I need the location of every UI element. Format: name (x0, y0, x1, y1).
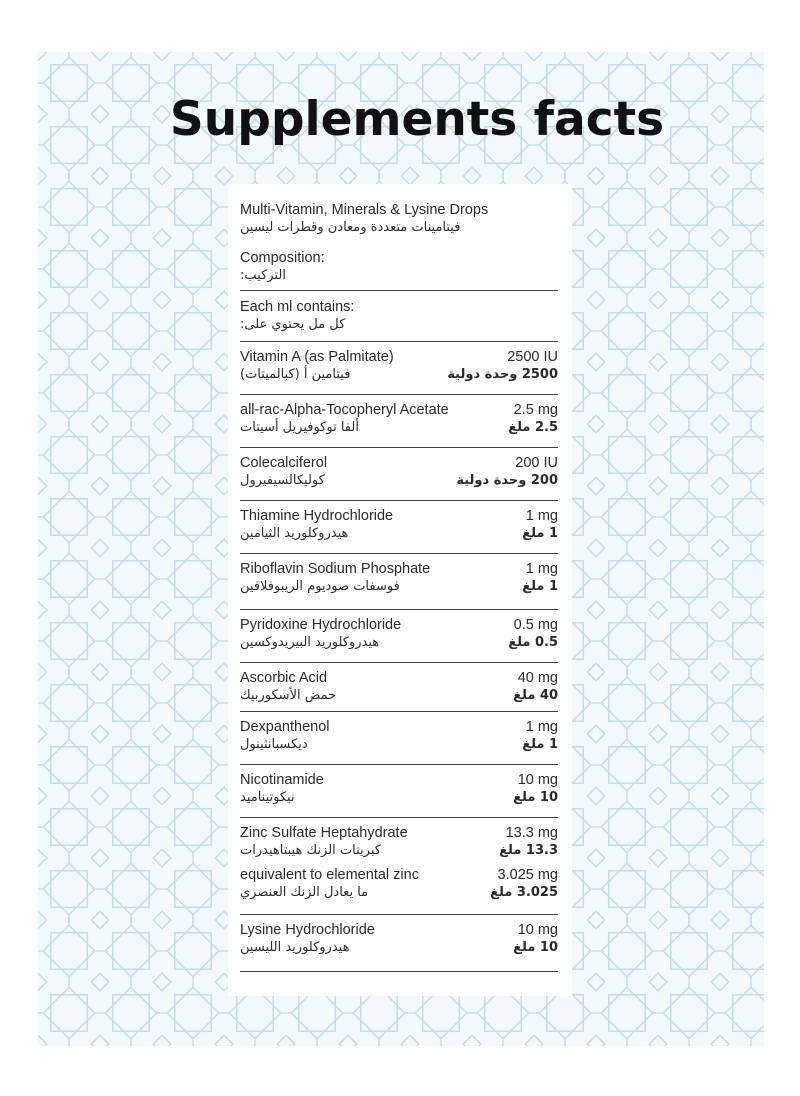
ingredient-row (240, 501, 558, 554)
ingredient-name-ar: ألفا توكوفيريل أسيتات (240, 420, 359, 435)
each-ml-label-en: Each ml contains: (240, 299, 355, 315)
ingredient-amount-en: 2500 IU (507, 349, 558, 365)
ingredient-en-line (240, 921, 558, 939)
ingredient-amount-ar: 1 ملغ (522, 737, 558, 752)
ingredient-en-line (240, 401, 558, 419)
ingredient-name-ar: حمض الأسكوربيك (240, 688, 337, 703)
ingredient-name-en: Colecalciferol (240, 455, 328, 471)
ingredient-amount-en: 40 mg (517, 670, 558, 686)
ingredient-ar-line (240, 789, 558, 807)
ingredient-row (240, 712, 558, 765)
ingredient-en-line (240, 560, 558, 578)
ingredient-amount-ar: 40 ملغ (513, 688, 558, 703)
ingredient-name-ar: هيدروكلوريد الليسين (240, 940, 350, 955)
ingredient-name-en: Pyridoxine Hydrochloride (240, 617, 402, 633)
ingredient-name-en: Riboflavin Sodium Phosphate (240, 561, 431, 577)
ingredient-row (240, 765, 558, 818)
ingredient-amount-ar: 1 ملغ (522, 579, 558, 594)
ingredient-ar-line (240, 687, 558, 705)
ingredient-row (240, 915, 558, 972)
ingredient-name-en: Nicotinamide (240, 772, 324, 788)
ingredient-row (240, 610, 558, 663)
ingredient-row (240, 395, 558, 448)
ingredient-ar-line (240, 939, 558, 957)
ingredient-ar-line (240, 578, 558, 596)
ingredient-name-en: Dexpanthenol (240, 719, 330, 735)
ingredient-en-line (240, 507, 558, 525)
ingredient-ar-line (240, 472, 558, 490)
ingredient-row (240, 448, 558, 501)
product-name-ar: فيتامينات متعددة ومعادن وقطرات ليسين (240, 220, 461, 235)
ingredient-amount-ar: 200 وحدة دولية (456, 473, 558, 488)
ingredient-ar-line (240, 842, 558, 860)
ingredient-name-ar: هيدروكلوريد الثيامين (240, 526, 349, 541)
composition-label-ar: التركيب: (240, 268, 286, 283)
ingredient-name-ar: هيدروكلوريد البيريدوكسين (240, 635, 380, 650)
ingredient-ar-line (240, 525, 558, 543)
ingredient-name-en: Vitamin A (as Palmitate) (240, 349, 394, 365)
ingredient-amount-en: 13.3 mg (505, 825, 558, 841)
ingredient-amount-ar: 3.025 ملغ (490, 885, 558, 900)
ingredient-amount-en: 1 mg (525, 508, 558, 524)
ingredient-amount-en: 10 mg (517, 922, 558, 938)
composition-label-en: Composition: (240, 250, 325, 266)
ingredient-amount-ar: 13.3 ملغ (499, 843, 558, 858)
ingredient-name-en: Thiamine Hydrochloride (240, 508, 394, 524)
ingredient-name-ar: ديكسبانثينول (240, 737, 308, 752)
ingredient-name-ar: ما يعادل الزنك العنصري (240, 885, 369, 900)
ingredient-amount-en: 1 mg (525, 719, 558, 735)
ingredient-en-line (240, 669, 558, 687)
ingredient-amount-ar: 1 ملغ (522, 526, 558, 541)
ingredient-name-ar: فوسفات صوديوم الريبوفلافين (240, 579, 400, 594)
ingredient-name-en: equivalent to elemental zinc (240, 867, 419, 883)
ingredient-en-line (240, 348, 558, 366)
ingredient-name-en: all-rac-Alpha-Tocopheryl Acetate (240, 402, 449, 418)
ingredient-name-ar: فيتامين أ (كبالميتات) (240, 367, 351, 382)
ingredient-name-ar: كبريتات الزنك هيبتاهيدرات (240, 843, 381, 858)
ingredient-name-ar: نيكوتيناميد (240, 790, 295, 805)
ingredient-en-line (240, 718, 558, 736)
ingredient-amount-ar: 0.5 ملغ (508, 635, 558, 650)
ingredient-name-en: Lysine Hydrochloride (240, 922, 375, 938)
page-title: Supplements facts (169, 92, 665, 147)
ingredient-en-line (240, 824, 558, 842)
ingredients-list (240, 342, 558, 972)
ingredient-ar-line (240, 736, 558, 754)
product-name-en: Multi-Vitamin, Minerals & Lysine Drops (240, 202, 489, 218)
each-ml-header (240, 291, 558, 342)
ingredient-amount-ar: 10 ملغ (513, 940, 558, 955)
ingredient-amount-en: 0.5 mg (513, 617, 558, 633)
ingredient-ar-line (240, 366, 558, 384)
ingredient-amount-ar: 2500 وحدة دولية (447, 367, 558, 382)
ingredient-amount-ar: 2.5 ملغ (508, 420, 558, 435)
ingredient-en-line (240, 771, 558, 789)
ingredient-ar-line (240, 419, 558, 437)
product-header (240, 202, 558, 291)
ingredient-en-line (240, 454, 558, 472)
ingredient-amount-en: 10 mg (517, 772, 558, 788)
ingredient-amount-en: 200 IU (515, 455, 558, 471)
ingredient-name-en: Ascorbic Acid (240, 670, 328, 686)
ingredient-name-en: Zinc Sulfate Heptahydrate (240, 825, 408, 841)
supplement-label (240, 202, 558, 972)
ingredient-en-line (240, 866, 558, 884)
ingredient-amount-en: 2.5 mg (513, 402, 558, 418)
ingredient-amount-en: 3.025 mg (497, 867, 558, 883)
ingredient-en-line (240, 616, 558, 634)
ingredient-ar-line (240, 884, 558, 902)
ingredient-row (240, 818, 558, 915)
each-ml-label-ar: كل مل يحتوي على: (240, 317, 346, 332)
ingredient-amount-ar: 10 ملغ (513, 790, 558, 805)
ingredient-name-ar: كوليكالسيفيرول (240, 473, 325, 488)
ingredient-row (240, 663, 558, 712)
ingredient-row (240, 342, 558, 395)
ingredient-row (240, 554, 558, 610)
ingredient-amount-en: 1 mg (525, 561, 558, 577)
ingredient-ar-line (240, 634, 558, 652)
